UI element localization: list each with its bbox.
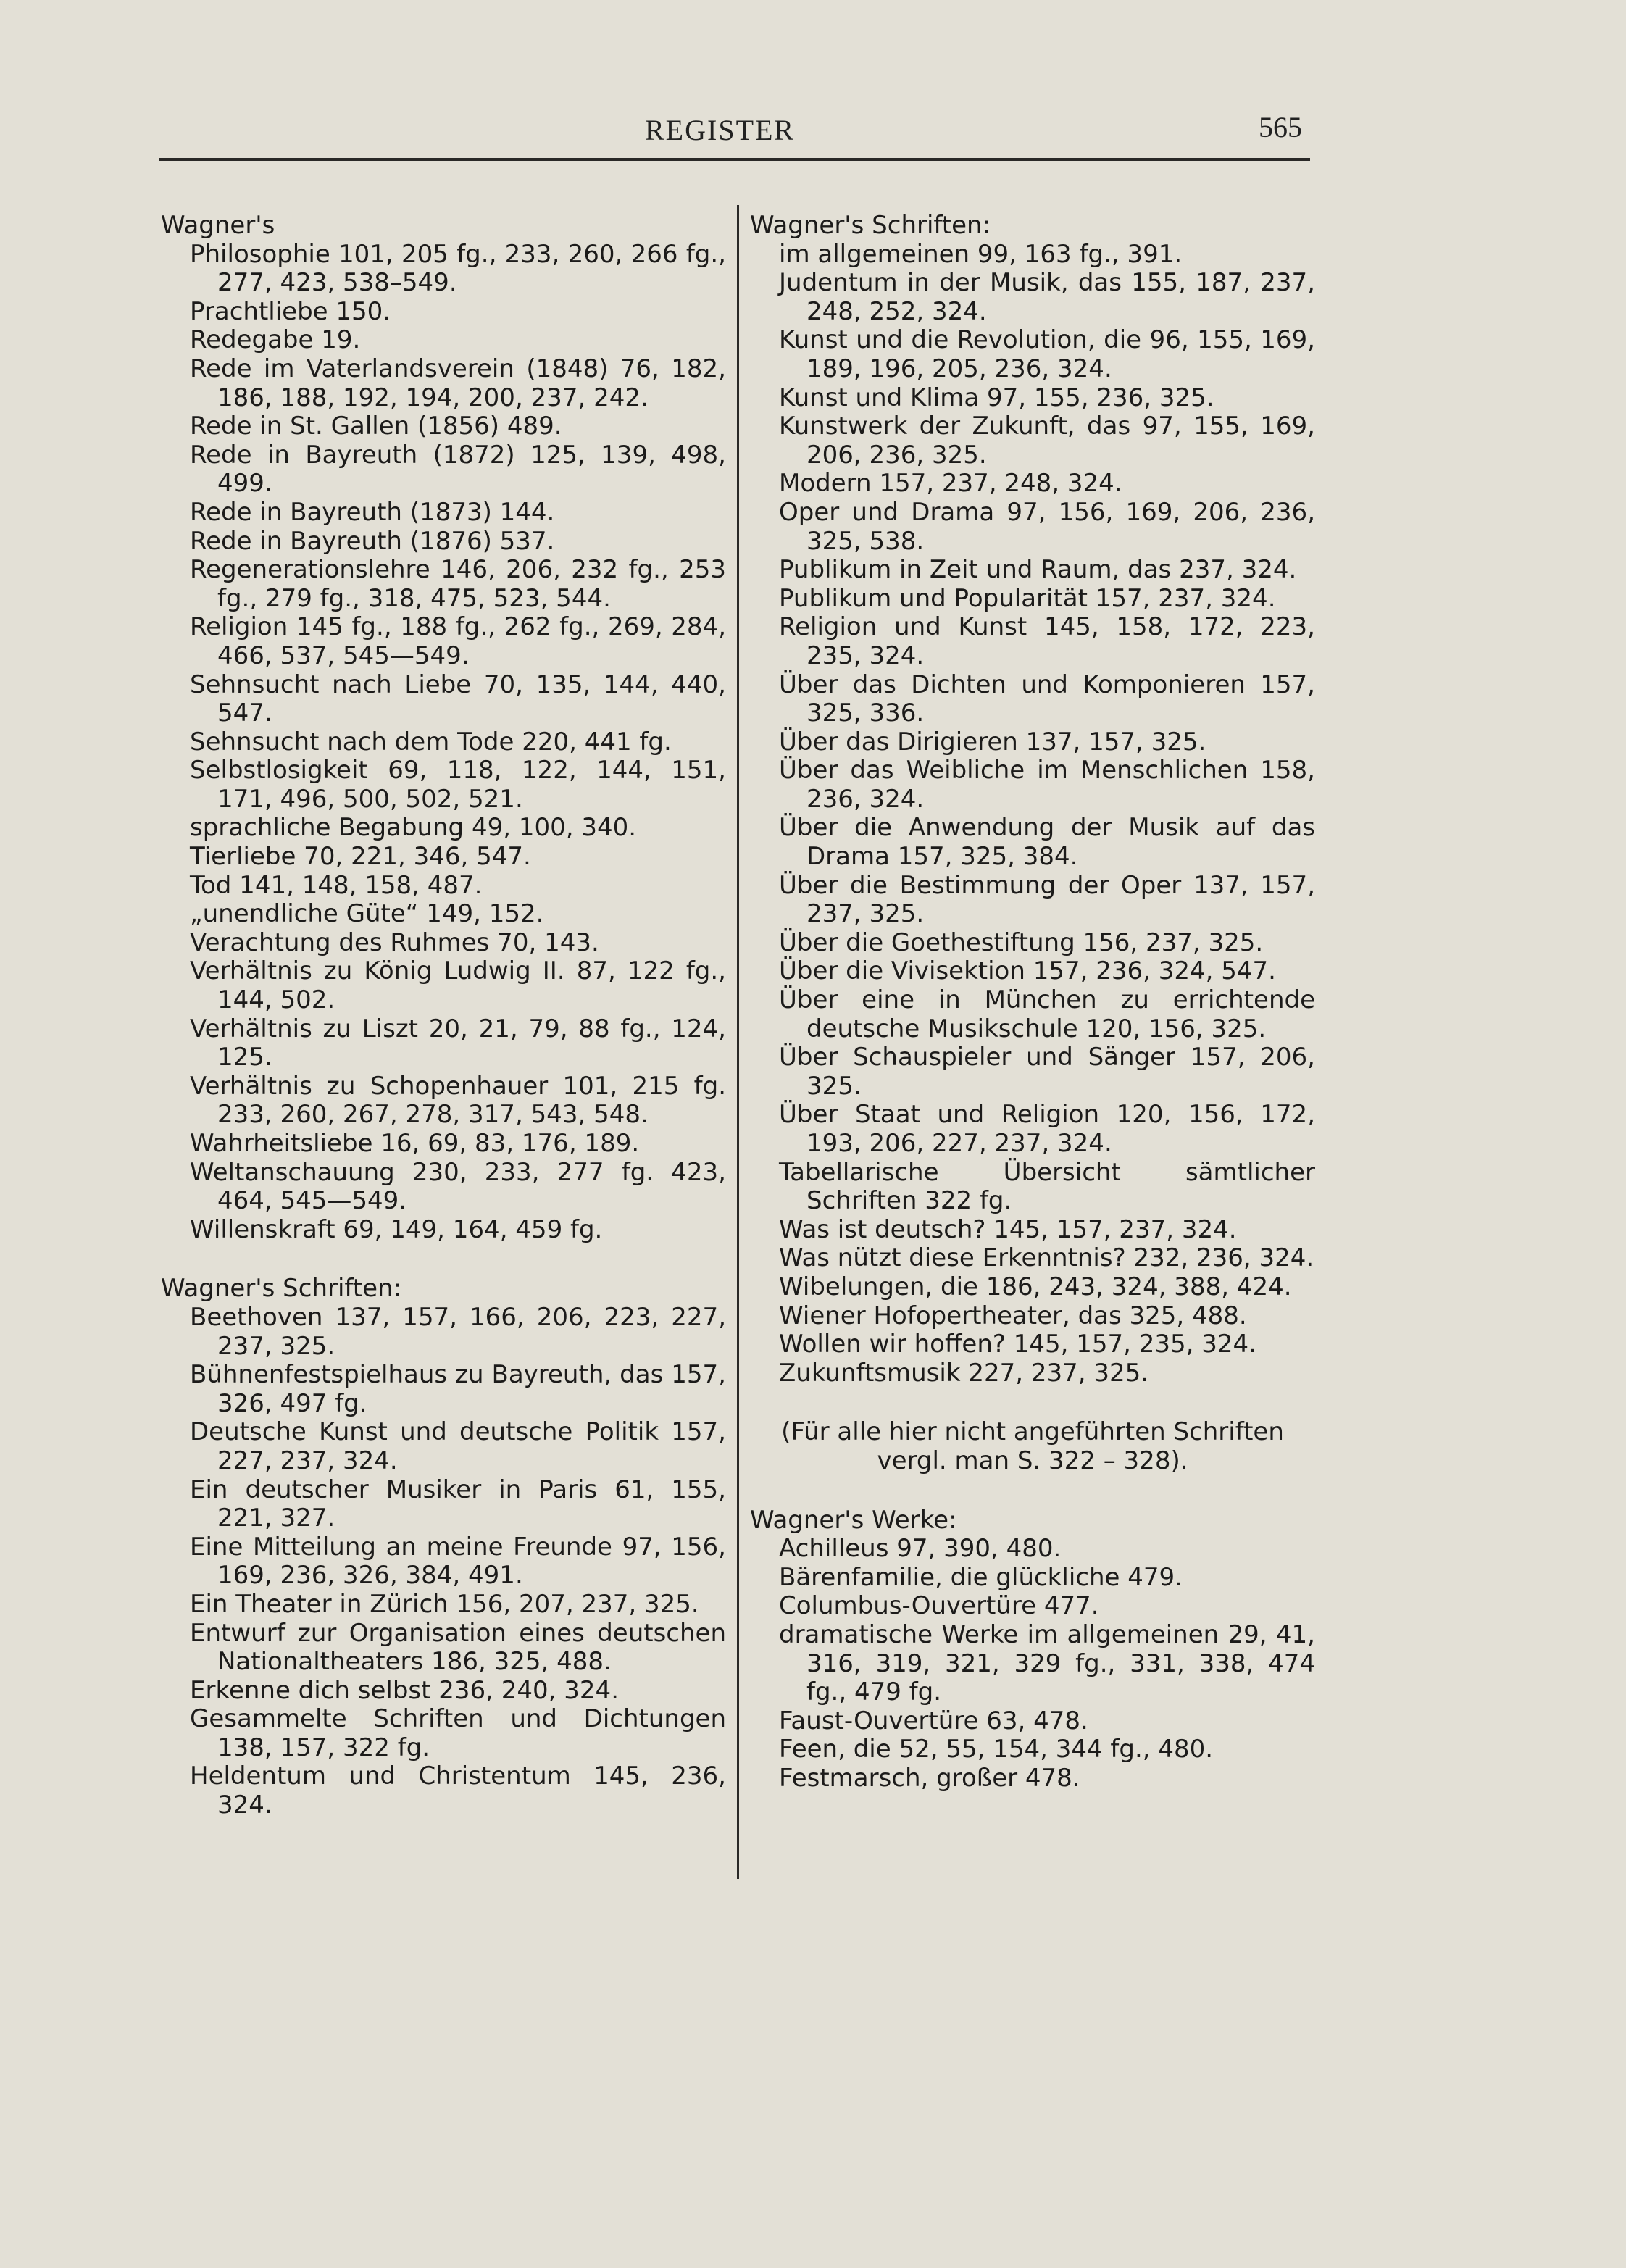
index-entry: Über Staat und Religion 120, 156, 172, 193, 206, 227, 237, 324. (779, 1100, 1315, 1158)
index-entry: Rede in Bayreuth (1873) 144. (190, 497, 555, 527)
index-entry: Wollen wir hoffen? 145, 157, 235, 324. (779, 1330, 1256, 1359)
index-section (161, 1275, 726, 1819)
index-entry: Willenskraft 69, 149, 164, 459 fg. (190, 1214, 603, 1244)
index-entry: Bühnenfestspielhaus zu Bayreuth, das 157, 326, 497 fg. (190, 1360, 726, 1418)
index-entry: Gesammelte Schriften und Dichtungen 138, 157, 322 fg. (190, 1704, 726, 1762)
index-entry: Prachtliebe 150. (190, 296, 391, 326)
index-entry: Sehnsucht nach Liebe 70, 135, 144, 440, 547. (190, 670, 726, 728)
index-section (750, 1506, 1315, 1793)
index-entry: im allgemeinen 99, 163 fg., 391. (779, 239, 1183, 269)
index-entry: Verhältnis zu Liszt 20, 21, 79, 88 fg., 124, 125. (190, 1014, 726, 1072)
index-entry: Verhältnis zu König Ludwig II. 87, 122 fg., 144, 502. (190, 956, 726, 1015)
index-entry: Festmarsch, großer 478. (779, 1763, 1080, 1793)
index-entry: Religion 145 fg., 188 fg., 262 fg., 269, 284, 466, 537, 545—549. (190, 612, 726, 670)
index-entry: Rede in Bayreuth (1872) 125, 139, 498, 499. (190, 440, 726, 499)
index-entry: Wibelungen, die 186, 243, 324, 388, 424. (779, 1272, 1292, 1301)
index-entry: Über Schauspieler und Sänger 157, 206, 325. (779, 1043, 1315, 1101)
index-entry: Publikum und Popularität 157, 237, 324. (779, 583, 1276, 613)
index-entry: Philosophie 101, 205 fg., 233, 260, 266 fg., 277, 423, 538–549. (190, 239, 726, 298)
index-entry: Über eine in München zu errichtende deutsche Musikschule 120, 156, 325. (779, 985, 1315, 1043)
index-entry: Verhältnis zu Schopenhauer 101, 215 fg. 233, 260, 267, 278, 317, 543, 548. (190, 1071, 726, 1130)
index-entry: Weltanschauung 230, 233, 277 fg. 423, 464, 545—549. (190, 1157, 726, 1216)
index-entry: Was ist deutsch? 145, 157, 237, 324. (779, 1214, 1237, 1244)
column-divider (737, 205, 739, 1879)
index-entry: Selbstlosigkeit 69, 118, 122, 144, 151, 171, 496, 500, 502, 521. (190, 756, 726, 814)
index-entry: Redegabe 19. (190, 325, 361, 355)
index-entry: Tierliebe 70, 221, 346, 547. (190, 842, 531, 872)
index-entry: Rede in St. Gallen (1856) 489. (190, 412, 562, 441)
index-entry: Religion und Kunst 145, 158, 172, 223, 235, 324. (779, 612, 1315, 670)
index-entry: Tabellarische Übersicht sämtlicher Schriften 322 fg. (779, 1157, 1315, 1216)
index-entry: Verachtung des Ruhmes 70, 143. (190, 927, 599, 957)
header-rule (159, 158, 1310, 161)
index-entry: Achilleus 97, 390, 480. (779, 1534, 1062, 1564)
index-entry: Bärenfamilie, die glückliche 479. (779, 1562, 1183, 1592)
left-column (161, 212, 726, 1820)
page-title: REGISTER (645, 114, 796, 146)
index-entry: Über das Weibliche im Menschlichen 158, 236, 324. (779, 756, 1315, 814)
index-entry: Erkenne dich selbst 236, 240, 324. (190, 1675, 619, 1705)
index-entry: sprachliche Begabung 49, 100, 340. (190, 813, 637, 843)
cross-reference-note (750, 1418, 1315, 1475)
index-entry: Beethoven 137, 157, 166, 206, 223, 227, 237, 325. (190, 1302, 726, 1361)
index-entry: Regenerationslehre 146, 206, 232 fg., 253 fg., 279 fg., 318, 475, 523, 544. (190, 555, 726, 613)
index-entry: Was nützt diese Erkenntnis? 232, 236, 324. (779, 1243, 1314, 1273)
index-entry: Rede in Bayreuth (1876) 537. (190, 526, 555, 556)
section-heading: Wagner's Schriften: (161, 1274, 402, 1304)
index-entry: Modern 157, 237, 248, 324. (779, 469, 1122, 499)
index-entry: Publikum in Zeit und Raum, das 237, 324. (779, 555, 1297, 585)
index-entry: Rede im Vaterlandsverein (1848) 76, 182, 186, 188, 192, 194, 200, 237, 242. (190, 354, 726, 412)
section-heading: Wagner's Schriften: (750, 211, 991, 240)
index-entry: Tod 141, 148, 158, 487. (190, 870, 483, 900)
index-entry: Kunst und die Revolution, die 96, 155, 169, 189, 196, 205, 236, 324. (779, 325, 1315, 383)
page-number: 565 (1259, 111, 1302, 143)
index-entry: Feen, die 52, 55, 154, 344 fg., 480. (779, 1735, 1214, 1764)
index-entry: Sehnsucht nach dem Tode 220, 441 fg. (190, 727, 672, 756)
index-entry: Über das Dirigieren 137, 157, 325. (779, 727, 1206, 756)
index-entry: Wahrheitsliebe 16, 69, 83, 176, 189. (190, 1129, 640, 1158)
index-entry: Über die Goethestiftung 156, 237, 325. (779, 927, 1264, 957)
index-entry: Judentum in der Musik, das 155, 187, 237, 248, 252, 324. (779, 268, 1315, 326)
section-heading: Wagner's (161, 211, 275, 240)
index-entry: Über das Dichten und Komponieren 157, 325, 336. (779, 670, 1315, 728)
index-entry: Ein deutscher Musiker in Paris 61, 155, 221, 327. (190, 1475, 726, 1533)
right-column (750, 212, 1315, 1793)
index-entry: Columbus-Ouvertüre 477. (779, 1591, 1099, 1621)
section-heading: Wagner's Werke: (750, 1505, 957, 1535)
index-entry: „unendliche Güte“ 149, 152. (190, 899, 544, 929)
index-entry: Ein Theater in Zürich 156, 207, 237, 325. (190, 1589, 699, 1619)
index-entry: Heldentum und Christentum 145, 236, 324. (190, 1762, 726, 1820)
index-entry: Faust-Ouvertüre 63, 478. (779, 1706, 1088, 1735)
index-entry: Über die Bestimmung der Oper 137, 157, 237, 325. (779, 870, 1315, 929)
index-entry: Eine Mitteilung an meine Freunde 97, 156, 169, 236, 326, 384, 491. (190, 1532, 726, 1590)
index-entry: Zukunftsmusik 227, 237, 325. (779, 1358, 1149, 1388)
index-entry: Kunstwerk der Zukunft, das 97, 155, 169, 206, 236, 325. (779, 412, 1315, 470)
index-entry: dramatische Werke im allgemeinen 29, 41, 316, 319, 321, 329 fg., 331, 338, 474 fg., 479 fg. (779, 1619, 1315, 1707)
index-entry: Wiener Hofopertheater, das 325, 488. (779, 1301, 1247, 1330)
index-entry: Über die Anwendung der Musik auf das Drama 157, 325, 384. (779, 813, 1315, 872)
index-entry: Entwurf zur Organisation eines deutschen Nationaltheaters 186, 325, 488. (190, 1618, 726, 1677)
index-entry: Oper und Drama 97, 156, 169, 206, 236, 325, 538. (779, 497, 1315, 556)
index-entry: Über die Vivisektion 157, 236, 324, 547. (779, 956, 1276, 986)
index-entry: Kunst und Klima 97, 155, 236, 325. (779, 383, 1214, 412)
note-text: (Für alle hier nicht angeführten Schriften vergl. man S. 322 – 328). (781, 1417, 1284, 1475)
index-section (161, 212, 726, 1244)
index-entry: Deutsche Kunst und deutsche Politik 157, 227, 237, 324. (190, 1417, 726, 1475)
index-section (750, 212, 1315, 1388)
